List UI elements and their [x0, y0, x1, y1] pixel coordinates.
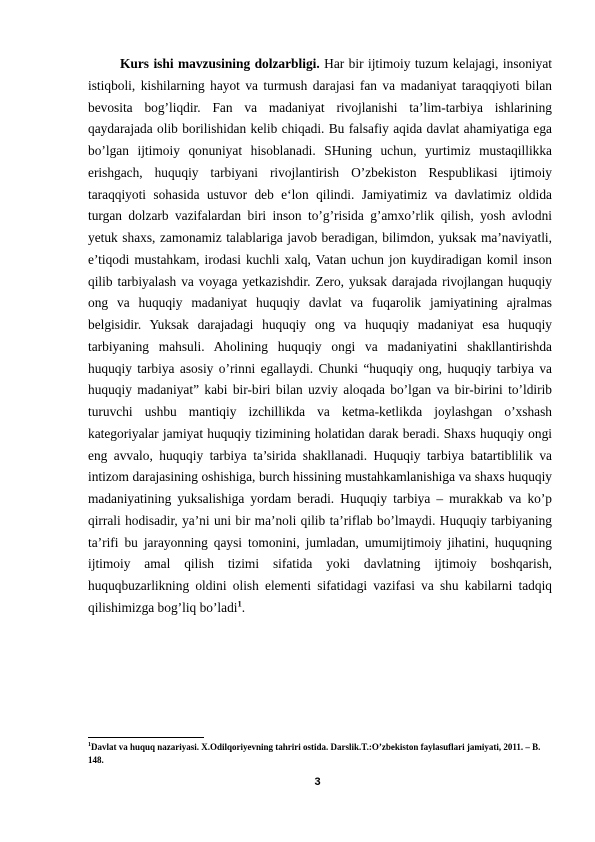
- paragraph-text: Har bir ijtimoiy tuzum kelajagi, insoniyat istiqboli, kishilarning hayot va turmush darajasi fan va madaniyat taraqqiyoti bilan bevosita bog’liqdir. Fan va madaniyat rivojlanishi ta’lim-tarbiya ishlarining qaydarajada olib borilishidan kelib chiqadi. Bu falsafiy aqida davlat ahamiyatiga ega bo’lgan ijtimoiy qonuniyat hisoblanadi. SHuning uchun, yurtimiz mustaqillikka erishgach, huquqiy tarbiyani rivojlantirish O’zbekiston Respublikasi ijtimoiy taraqqiyoti sohasida ustuvor deb e‘lon qilindi. Jamiyatimiz va davlatimiz oldida turgan dolzarb vazifalardan biri inson to’g’risida g’amxo’rlik qilish, yosh avlodni yetuk shaxs, zamonamiz talablariga javob beradigan, bilimdon, yuksak ma’naviyatli, e’tiqodi mustahkam, irodasi kuchli xalq, Vatan uchun jon kuydiradigan komil inson qilib tarbiyalash va voyaga yetkazishdir. Zero, yuksak darajada rivojlangan huquqiy ong va huquqiy madaniyat huquqiy davlat va fuqarolik jamiyatining ajralmas belgisidir. Yuksak darajadagi huquqiy ong va huquqiy madaniyat esa huquqiy tarbiyaning mahsuli. Aholining huquqiy ongi va madaniyatini shakllantirishda huquqiy tarbiya asosiy o’rinni egallaydi. Chunki “huquqiy ong, huquqiy tarbiya va huquqiy madaniyat” kabi bir-biri bilan uzviy aloqada bo’lgan va bir-birini to’ldirib turuvchi ushbu mantiqiy izchillikda va ketma-ketlikda joylashgan o’xshash kategoriyalar jamiyat huquqiy tizimining holatidan darak beradi. Shaxs huquqiy ongi eng avvalo, huquqiy tarbiya ta’sirida shakllanadi. Huquqiy tarbiya batartiblilik va intizom darajasining oshishiga, burch hissining mustahkamlanishiga va shaxs huquqiy madaniyatining yuksalishiga yordam beradi. Huquqiy tarbiya – murakkab va ko’p qirrali hodisadir, ya’ni uni bir ma’noli qilib ta’riflab bo’lmaydi. Huquqiy tarbiyaning ta’rifi bu jarayonning qaysi tomonini, jumladan, umumijtimoiy jihatini, huquqning ijtimoiy amal qilish tizimi sifatida yoki davlatning ijtimoiy boshqarish, huquqbuzarlikning oldini olish elementi sifatidagi vazifasi va shu kabilarni tadqiq qilishimizga bog’liq bo’ladi: [88, 56, 552, 615]
- footnote-reference[interactable]: 1: [237, 598, 242, 609]
- footnote-separator: [88, 737, 204, 738]
- footnote-text: Davlat va huquq nazariyasi. X.Odilqoriyevning tahriri ostida. Darslik.T.:O’zbekiston faylasuflari jamiyati, 2011. – B. 148.: [88, 742, 541, 765]
- page-number: 3: [314, 776, 321, 788]
- section-lead-heading: Kurs ishi mavzusining dolzarbligi.: [120, 56, 320, 71]
- footnote: [88, 741, 552, 767]
- paragraph-end: .: [241, 599, 246, 615]
- footnote-marker: 1: [88, 742, 91, 748]
- body-paragraph: [88, 53, 552, 619]
